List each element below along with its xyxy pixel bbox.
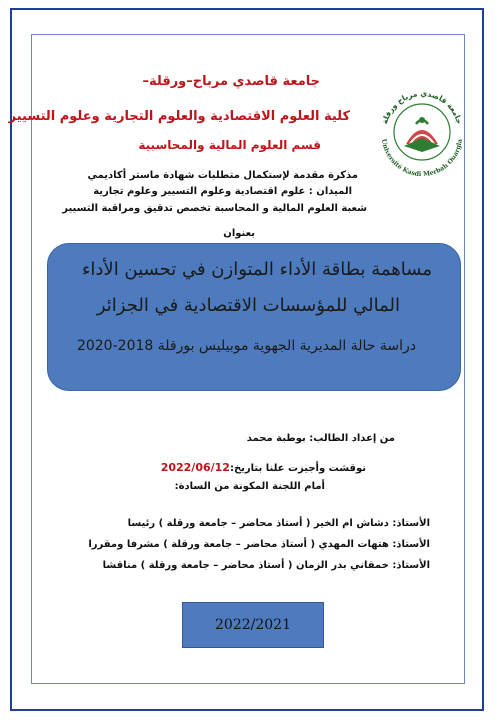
committee-member-examiner: الأستاذ: خمقاني بدر الزمان ( أستاذ محاضر – جامعة ورقلة ) مناقشا [102, 560, 430, 571]
department-name: قسم العلوم المالية والمحاسبية [138, 138, 321, 152]
field-line: الميدان : علوم اقتصادية وعلوم التسيير وعلوم تجارية [93, 186, 352, 197]
logo-latin-text: Université Kasdi Merbah Ouargla [380, 138, 464, 178]
thesis-subtitle: دراسة حالة المديرية الجهوية موبيليس بورقلة 2018-2020 [76, 338, 416, 354]
academic-year: 2022/2021 [215, 617, 291, 633]
student-line: من إعداد الطالب: بوطبة محمد [246, 433, 395, 444]
thesis-title-box [47, 243, 461, 391]
committee-heading: أمام اللجنة المكونة من السادة: [174, 481, 325, 492]
committee-member-president: الأستاذ: دشاش ام الخير ( أستاذ محاضر – جامعة ورقلة ) رئيسا [127, 518, 430, 529]
faculty-name: كلية العلوم الاقتصادية والعلوم التجارية وعلوم التسيير [8, 109, 350, 124]
thesis-title-line2: المالي للمؤسسات الاقتصادية في الجزائر [96, 295, 400, 316]
defense-label: نوقشت وأجيزت علنا بتاريخ: [229, 463, 366, 474]
defense-date: 2022/06/12 [160, 461, 230, 474]
university-name: جامعة قاصدي مرباح–ورقلة– [142, 74, 320, 89]
memo-statement: مذكرة مقدمة لإستكمال متطلبات شهادة ماستر أكاديمي [87, 170, 358, 181]
title-intro: بعنوان [223, 228, 255, 239]
academic-year-box [182, 602, 324, 648]
branch-line: شعبة العلوم المالية و المحاسبة تخصص تدقيق ومراقبة التسيير [62, 203, 367, 214]
defense-date-line [161, 461, 366, 474]
university-logo [376, 86, 468, 178]
committee-member-supervisor: الأستاذ: هتهات المهدي ( أستاذ محاضر – جامعة ورقلة ) مشرفا ومقررا [88, 539, 430, 550]
thesis-title-line1: مساهمة بطاقة الأداء المتوازن في تحسين الأداء [81, 259, 432, 280]
logo-arabic-text: جامعة قاصدي مرباح ورقلة [379, 88, 465, 126]
